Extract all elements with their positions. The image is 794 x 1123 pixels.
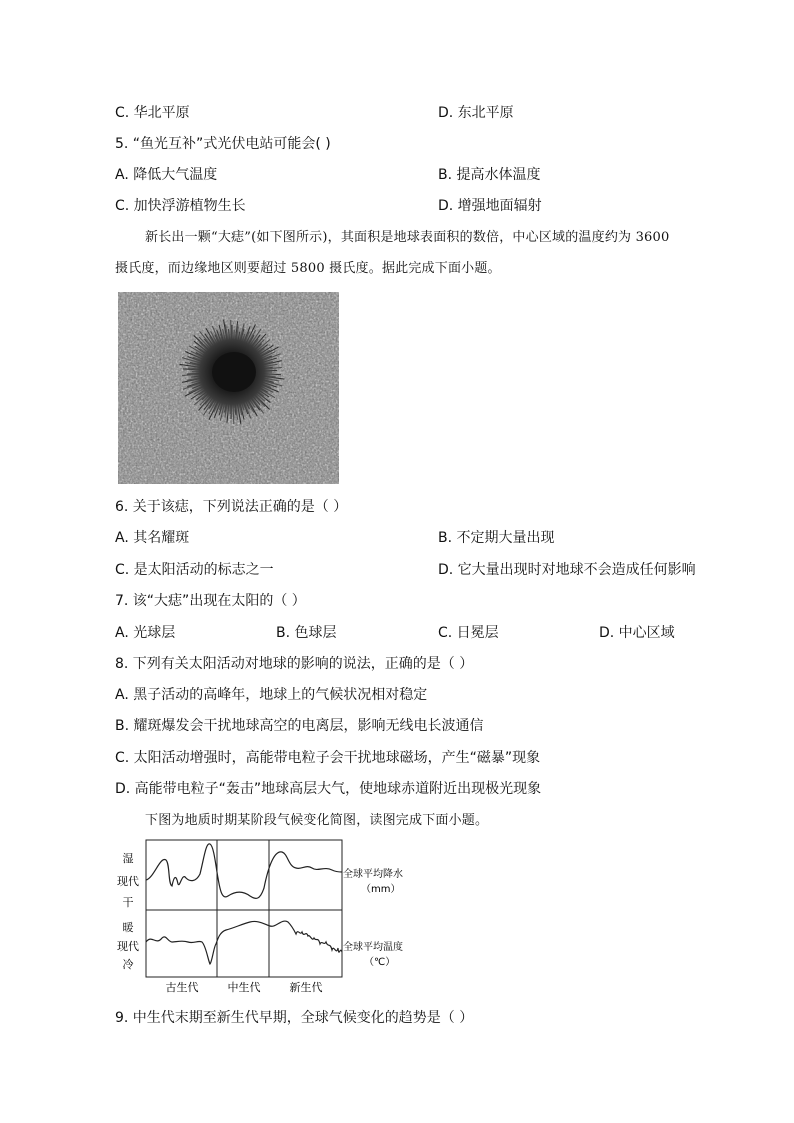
era-mesozoic: 中生代 <box>227 981 261 994</box>
q6-option-c: C. 是太阳活动的标志之一 <box>115 562 274 578</box>
figure-frame <box>146 840 342 977</box>
q8-option-c: C. 太阳活动增强时，高能带电粒子会干扰地球磁场，产生“磁暴”现象 <box>115 750 541 766</box>
label-dry: 干 <box>122 896 134 909</box>
q8-option-a: A. 黑子活动的高峰年，地球上的气候状况相对稳定 <box>115 687 428 703</box>
era-cenozoic: 新生代 <box>289 981 323 994</box>
label-precip-unit: （mm） <box>361 884 401 895</box>
label-temp: 全球平均温度 <box>343 942 403 953</box>
q4-option-c: C. 华北平原 <box>115 105 190 121</box>
era-paleozoic: 古生代 <box>165 981 199 994</box>
q5-option-c: C. 加快浮游植物生长 <box>115 198 246 214</box>
q8-stem: 8. 下列有关太阳活动对地球的影响的说法，正确的是（ ） <box>115 656 474 672</box>
q7-option-d: D. 中心区域 <box>599 625 675 641</box>
q8-option-b: B. 耀斑爆发会干扰地球高空的电离层，影响无线电长波通信 <box>115 718 484 734</box>
climate-change-figure <box>110 838 410 996</box>
q7-option-a: A. 光球层 <box>115 625 176 641</box>
label-precip: 全球平均降水 <box>343 869 403 880</box>
precipitation-curve <box>146 844 342 899</box>
label-wet: 湿 <box>122 852 134 865</box>
q6-option-d: D. 它大量出现时对地球不会造成任何影响 <box>438 562 696 578</box>
umbra <box>212 352 256 392</box>
label-temp-unit: （℃） <box>364 957 396 968</box>
q5-stem: 5. “鱼光互补”式光伏电站可能会( ) <box>115 136 331 152</box>
passage2-line1: 下图为地质时期某阶段气候变化简图，读图完成下面小题。 <box>145 813 489 828</box>
q6-option-a: A. 其名耀斑 <box>115 530 190 546</box>
label-warm: 暖 <box>122 921 134 934</box>
passage1-line2: 摄氏度，而边缘地区则要超过 5800 摄氏度。据此完成下面小题。 <box>115 261 501 276</box>
label-cold: 冷 <box>122 958 134 971</box>
q6-option-b: B. 不定期大量出现 <box>438 530 555 546</box>
passage1-line1: 新长出一颗“大痣”(如下图所示)，其面积是地球表面积的数倍，中心区域的温度约为 3600 <box>145 230 670 245</box>
q4-option-d: D. 东北平原 <box>438 105 514 121</box>
q5-option-b: B. 提高水体温度 <box>438 167 541 183</box>
label-modern-2: 现代 <box>117 940 139 953</box>
q7-option-c: C. 日冕层 <box>438 625 499 641</box>
sunspot-photo <box>118 292 339 484</box>
q8-option-d: D. 高能带电粒子“轰击”地球高层大气，使地球赤道附近出现极光现象 <box>115 781 542 797</box>
temperature-curve <box>146 921 342 964</box>
q7-stem: 7. 该“大痣”出现在太阳的（ ） <box>115 593 306 609</box>
q5-option-a: A. 降低大气温度 <box>115 167 218 183</box>
q5-option-d: D. 增强地面辐射 <box>438 198 542 214</box>
q7-option-b: B. 色球层 <box>276 625 337 641</box>
q9-stem: 9. 中生代末期至新生代早期，全球气候变化的趋势是（ ） <box>115 1010 474 1026</box>
label-modern-1: 现代 <box>117 875 139 888</box>
q6-stem: 6. 关于该痣，下列说法正确的是（ ） <box>115 499 348 515</box>
sunspot-image <box>118 292 339 484</box>
